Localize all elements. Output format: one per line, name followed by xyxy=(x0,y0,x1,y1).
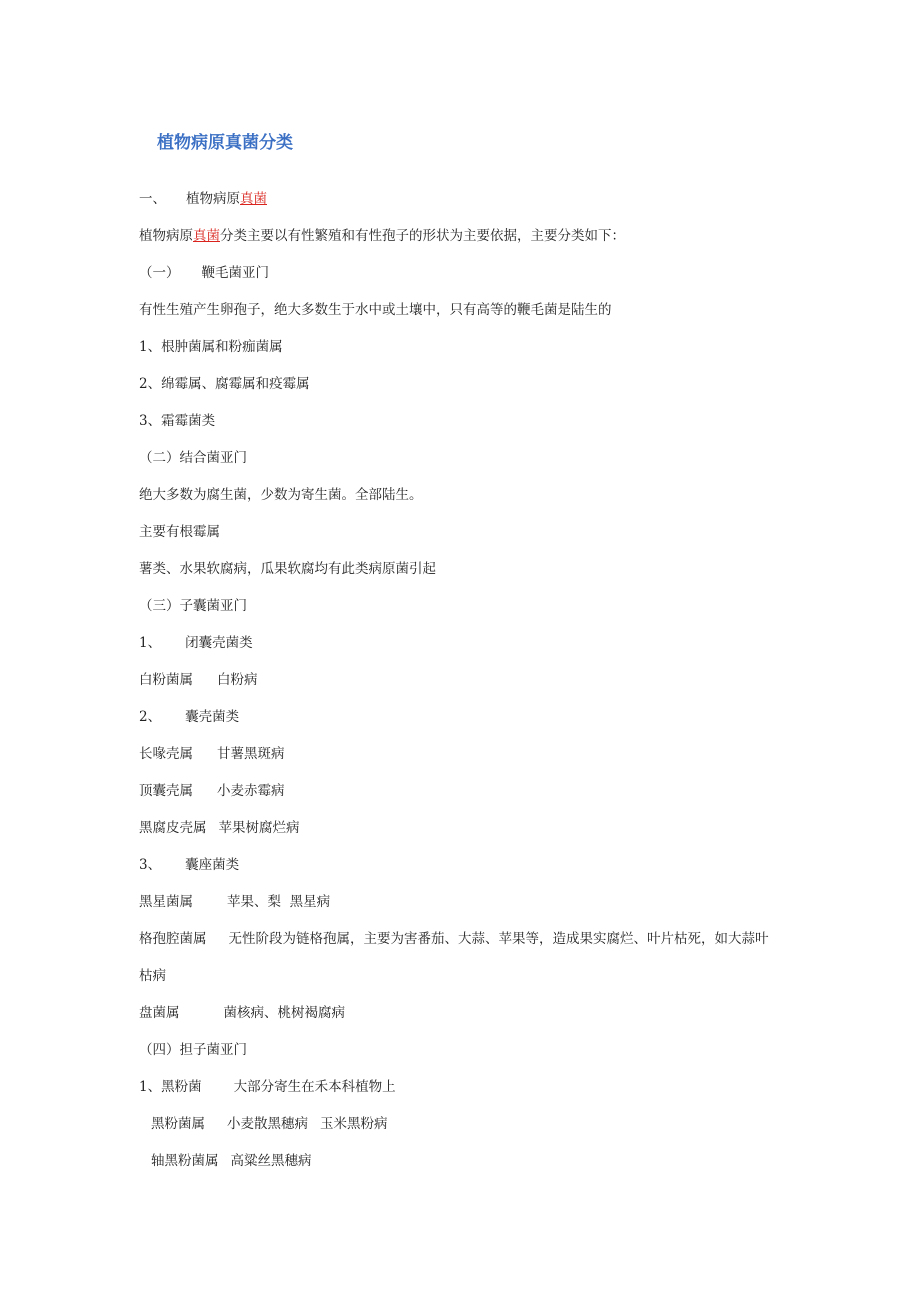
document-title: 植物病原真菌分类 xyxy=(157,133,293,153)
group-name: 1、黑粉菌 xyxy=(139,1079,202,1095)
zygomycotina-disease: 薯类、水果软腐病，瓜果软腐均有此类病原菌引起 xyxy=(139,561,436,577)
fungi-link-2[interactable]: 真菌 xyxy=(193,228,220,244)
genus-row xyxy=(139,744,285,764)
subphylum-zygomycotina: （二）结合菌亚门 xyxy=(139,450,247,466)
disease-name: 白粉病 xyxy=(217,672,258,688)
genus-row xyxy=(151,1114,388,1134)
group-number: 2、 xyxy=(139,709,162,725)
mastigomycotina-desc: 有性生殖产生卵孢子，绝大多数生于水中或土壤中，只有高等的鞭毛菌是陆生的 xyxy=(139,302,612,318)
genus-name: 黑腐皮壳属 xyxy=(139,820,207,836)
subphylum-mastigomycotina xyxy=(139,263,269,283)
intro-paragraph xyxy=(139,226,625,246)
group-heading xyxy=(139,1077,396,1097)
section-heading xyxy=(139,189,267,209)
disease-name: 苹果、梨 黑星病 xyxy=(227,894,331,910)
genus-name: 顶囊壳属 xyxy=(139,783,193,799)
list-item: 2、绵霉属、腐霉属和疫霉属 xyxy=(139,376,310,392)
disease-name: 小麦赤霉病 xyxy=(217,783,285,799)
group-heading xyxy=(139,707,239,727)
group-heading xyxy=(139,633,253,653)
genus-name: 轴黑粉菌属 xyxy=(151,1153,219,1169)
genus-row xyxy=(139,929,769,949)
zygomycotina-main: 主要有根霉属 xyxy=(139,524,220,540)
subphylum-ascomycotina: （三）子囊菌亚门 xyxy=(139,598,247,614)
group-name: 闭囊壳菌类 xyxy=(185,635,253,651)
genus-row xyxy=(139,892,330,912)
genus-name: 黑星菌属 xyxy=(139,894,193,910)
genus-name: 格孢腔菌属 xyxy=(139,931,207,947)
genus-name: 白粉菌属 xyxy=(139,672,193,688)
intro-text-pre: 植物病原 xyxy=(139,228,193,244)
genus-description-continued: 枯病 xyxy=(139,968,166,984)
section-prefix: 植物病原 xyxy=(186,191,240,207)
group-number: 3、 xyxy=(139,857,162,873)
genus-name: 长喙壳属 xyxy=(139,746,193,762)
list-item: 3、霜霉菌类 xyxy=(139,413,216,429)
disease-name: 菌核病、桃树褐腐病 xyxy=(223,1005,345,1021)
disease-name: 甘薯黑斑病 xyxy=(217,746,285,762)
zygomycotina-desc: 绝大多数为腐生菌，少数为寄生菌。全部陆生。 xyxy=(139,487,423,503)
disease-name: 高粱丝黑穗病 xyxy=(230,1153,312,1169)
group-name: 囊壳菌类 xyxy=(185,709,240,725)
genus-row xyxy=(151,1151,312,1171)
genus-name: 黑粉菌属 xyxy=(151,1116,205,1132)
section-number: 一、 xyxy=(139,191,166,207)
disease-name: 苹果树腐烂病 xyxy=(218,820,300,836)
genus-row xyxy=(139,781,285,801)
genus-description: 无性阶段为链格孢属，主要为害番茄、大蒜、苹果等，造成果实腐烂、叶片枯死，如大蒜叶 xyxy=(228,931,769,947)
group-description: 大部分寄生在禾本科植物上 xyxy=(233,1079,396,1095)
subphylum-basidiomycotina: （四）担子菌亚门 xyxy=(139,1042,247,1058)
disease-name: 玉米黑粉病 xyxy=(320,1116,388,1132)
subphylum-label: （一） xyxy=(139,265,180,281)
genus-name: 盘菌属 xyxy=(139,1005,180,1021)
group-heading xyxy=(139,855,239,875)
genus-row xyxy=(139,818,300,838)
fungi-link[interactable]: 真菌 xyxy=(240,191,267,207)
genus-row xyxy=(139,670,258,690)
subphylum-name: 鞭毛菌亚门 xyxy=(201,265,269,281)
intro-text-post: 分类主要以有性繁殖和有性孢子的形状为主要依据，主要分类如下： xyxy=(220,228,625,244)
group-number: 1、 xyxy=(139,635,162,651)
genus-row xyxy=(139,1003,345,1023)
group-name: 囊座菌类 xyxy=(185,857,240,873)
list-item: 1、根肿菌属和粉痂菌属 xyxy=(139,339,283,355)
disease-name: 小麦散黑穗病 xyxy=(227,1116,308,1132)
